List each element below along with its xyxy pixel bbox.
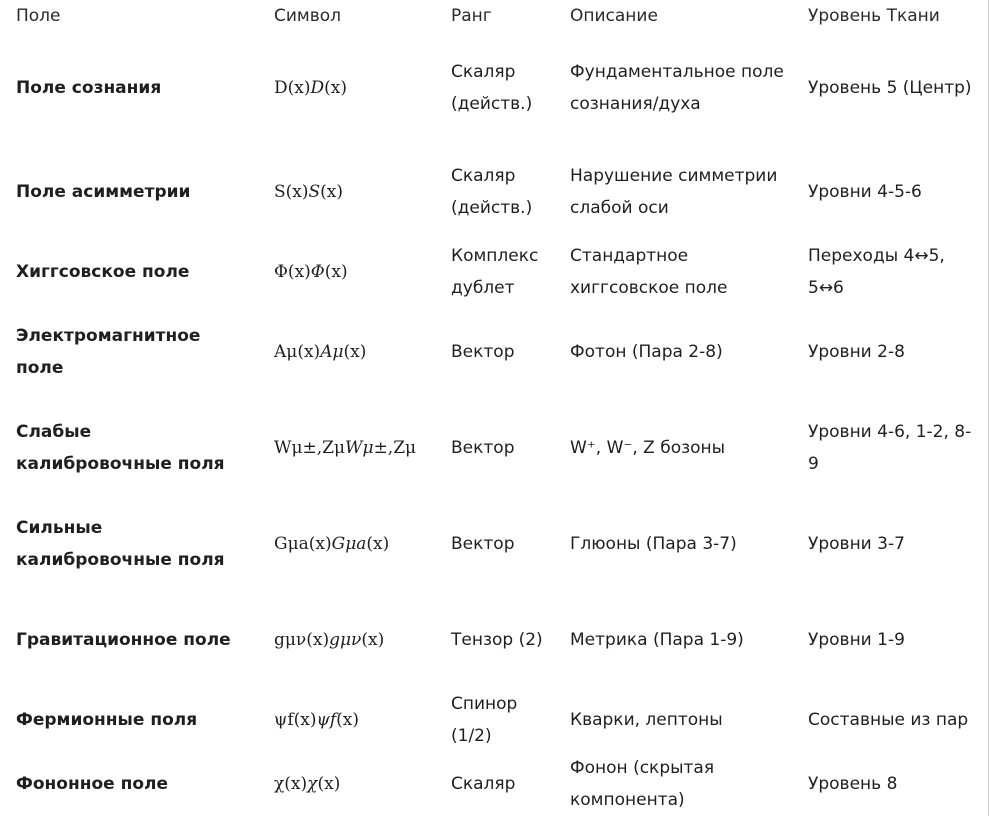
field-description-line: Фундаментальное поле — [570, 62, 784, 82]
field-level-line: Уровни 1-9 — [808, 630, 905, 650]
field-name-line: поле — [16, 358, 64, 378]
field-description-line: W⁺, W⁻, Z бозоны — [570, 438, 726, 458]
field-level — [808, 768, 986, 800]
field-rank-line: Скаляр — [451, 166, 516, 186]
symbol-tail: (x) — [366, 534, 390, 554]
field-name-line: Электромагнитное — [16, 326, 201, 346]
field-description — [570, 56, 805, 120]
field-description-line: Фотон (Пара 2-8) — [570, 342, 723, 362]
symbol-plain: gμν(x) — [274, 630, 330, 650]
field-rank-line: Тензор (2) — [451, 630, 543, 650]
field-symbol — [274, 704, 359, 736]
symbol-plain: D(x) — [274, 78, 311, 98]
symbol-tail: (x) — [361, 630, 385, 650]
field-level — [808, 704, 986, 736]
field-rank-line: Спинор — [451, 694, 518, 714]
symbol-plain: Φ(x) — [274, 262, 311, 282]
symbol-plain: ψf(x) — [274, 710, 317, 730]
field-name — [16, 416, 266, 480]
field-level — [808, 240, 986, 304]
field-level-line: Переходы 4↔5, — [808, 246, 945, 266]
symbol-italic: Φ — [310, 262, 325, 282]
symbol-italic: Aμ — [320, 342, 344, 362]
symbol-italic: Wμ — [345, 438, 374, 458]
field-rank-line: Комплекс — [451, 246, 539, 266]
field-symbol — [274, 176, 343, 208]
field-rank-line: (действ.) — [451, 198, 533, 218]
field-name: Поле асимметрии — [16, 182, 191, 202]
field-description — [570, 528, 805, 560]
header-rank: Ранг — [451, 6, 492, 26]
field-name-line: Сильные — [16, 518, 103, 538]
symbol-italic: Gμa — [331, 534, 367, 554]
field-name — [16, 512, 266, 576]
symbol-italic: ψf — [316, 710, 337, 730]
field-level — [808, 336, 986, 368]
symbol-tail: (x) — [317, 774, 341, 794]
field-description — [570, 160, 805, 224]
field-description-line: Глюоны (Пара 3-7) — [570, 534, 737, 554]
field-rank — [451, 56, 561, 120]
field-description — [570, 624, 805, 656]
field-level — [808, 176, 986, 208]
field-level-line: Уровни 3-7 — [808, 534, 905, 554]
symbol-plain: Gμa(x) — [274, 534, 332, 554]
field-description-line: слабой оси — [570, 198, 669, 218]
field-name: Фермионные поля — [16, 710, 198, 730]
field-level — [808, 528, 986, 560]
field-rank — [451, 240, 561, 304]
field-symbol — [274, 768, 340, 800]
field-level-line: Уровни 4-5-6 — [808, 182, 922, 202]
field-description — [570, 432, 805, 464]
symbol-tail: ±,Zμ — [373, 438, 417, 458]
symbol-plain: χ(x) — [274, 774, 308, 794]
field-description-line: хиггсовское поле — [570, 278, 728, 298]
symbol-plain: Wμ±,Zμ — [274, 438, 346, 458]
field-description — [570, 336, 805, 368]
field-description-line: компонента) — [570, 790, 685, 810]
field-name-line: калибровочные поля — [16, 454, 225, 474]
header-description: Описание — [570, 6, 658, 26]
header-symbol: Символ — [274, 6, 342, 26]
header-field: Поле — [16, 6, 61, 26]
field-symbol — [274, 432, 416, 464]
field-level — [808, 416, 986, 480]
field-name: Поле сознания — [16, 78, 162, 98]
symbol-italic: D — [310, 78, 325, 98]
field-level — [808, 624, 986, 656]
field-description — [570, 704, 805, 736]
field-name — [16, 320, 266, 384]
field-rank-line: (1/2) — [451, 726, 492, 746]
symbol-tail: (x) — [324, 262, 348, 282]
field-rank — [451, 432, 561, 464]
field-level-line: Составные из пар — [808, 710, 969, 730]
field-rank-line: (действ.) — [451, 94, 533, 114]
symbol-plain: Aμ(x) — [274, 342, 321, 362]
field-symbol — [274, 336, 366, 368]
field-level-line: Уровень 8 — [808, 774, 898, 794]
field-description-line: Стандартное — [570, 246, 689, 266]
symbol-tail: (x) — [343, 342, 367, 362]
field-description-line: Кварки, лептоны — [570, 710, 723, 730]
field-rank-line: Вектор — [451, 534, 515, 554]
field-rank-line: Вектор — [451, 438, 515, 458]
field-symbol — [274, 72, 347, 104]
field-rank — [451, 768, 561, 800]
field-name-line: калибровочные поля — [16, 550, 225, 570]
field-name: Гравитационное поле — [16, 630, 231, 650]
field-level-line: Уровни 4-6, 1-2, 8- — [808, 422, 972, 442]
field-name: Фононное поле — [16, 774, 168, 794]
field-rank — [451, 336, 561, 368]
header-level: Уровень Ткани — [808, 6, 940, 26]
symbol-italic: χ — [307, 774, 318, 794]
field-rank-line: Вектор — [451, 342, 515, 362]
field-rank-line: Скаляр — [451, 62, 516, 82]
field-rank — [451, 160, 561, 224]
field-rank — [451, 624, 561, 656]
field-symbol — [274, 528, 389, 560]
field-rank-line: дублет — [451, 278, 515, 298]
field-level-line: 5↔6 — [808, 278, 844, 298]
field-description-line: Метрика (Пара 1-9) — [570, 630, 744, 650]
field-level — [808, 72, 986, 104]
field-description — [570, 240, 805, 304]
symbol-tail: (x) — [324, 78, 347, 98]
symbol-italic: gμν — [329, 630, 362, 650]
symbol-italic: S — [308, 182, 321, 202]
field-name: Хиггсовское поле — [16, 262, 190, 282]
field-level-line: Уровни 2-8 — [808, 342, 905, 362]
symbol-tail: (x) — [320, 182, 344, 202]
field-description-line: Нарушение симметрии — [570, 166, 778, 186]
field-name-line: Слабые — [16, 422, 92, 442]
field-rank — [451, 528, 561, 560]
field-level-line: Уровень 5 (Центр) — [808, 78, 972, 98]
field-description-line: сознания/духа — [570, 94, 701, 114]
field-description — [570, 752, 805, 816]
field-symbol — [274, 624, 384, 656]
field-level-line: 9 — [808, 454, 819, 474]
field-rank — [451, 688, 561, 752]
symbol-tail: (x) — [336, 710, 359, 730]
symbol-plain: S(x) — [274, 182, 309, 202]
field-rank-line: Скаляр — [451, 774, 516, 794]
field-description-line: Фонон (скрытая — [570, 758, 715, 778]
field-symbol — [274, 256, 348, 288]
